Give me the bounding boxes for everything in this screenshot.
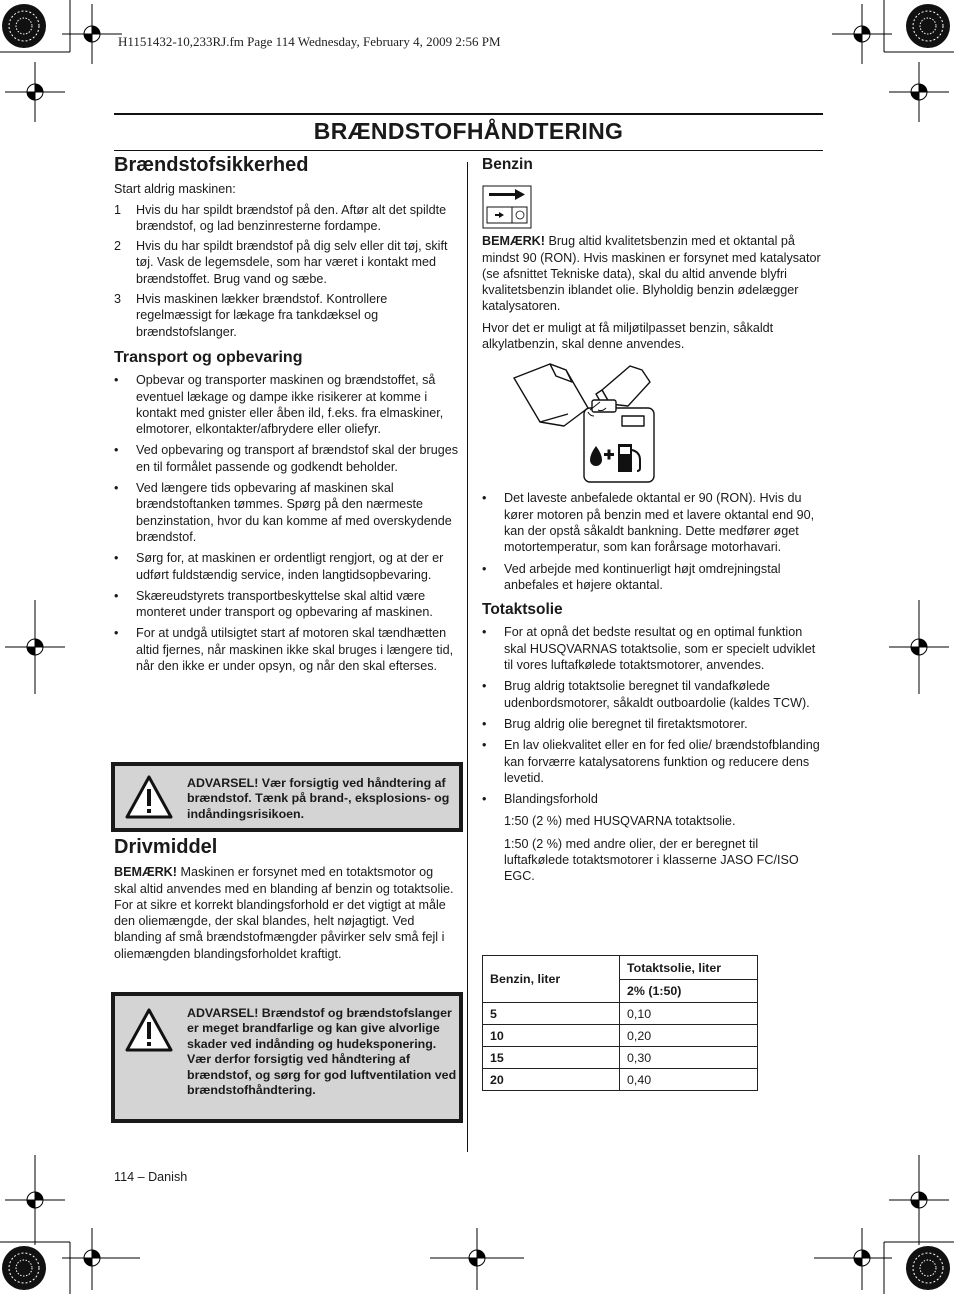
section-title-fuel-safety: Brændstofsikkerhed bbox=[114, 154, 309, 176]
table-row bbox=[483, 1025, 758, 1047]
list-item: • For at opnå det bedste resultat og en optimal funktion skal HUSQVARNAS totaktsolie, som er specielt udviklet til vores luftafkølede totaktsmotorer, anvendes. bbox=[482, 625, 816, 673]
section-title-benzin: Benzin bbox=[482, 156, 533, 173]
column-header-totaktsolie: Totaktsolie, liter bbox=[620, 956, 758, 980]
list-item bbox=[114, 238, 459, 287]
item-text: For at undgå utilsigtet start af motoren skal tændhætten altid fjernes, når maskinen ikke skal bruges i længere tid, når den ikke er under opsyn, og når den skal efterses. bbox=[136, 626, 454, 674]
numbered-list bbox=[114, 202, 459, 340]
column-divider bbox=[467, 162, 468, 1152]
table-header-row bbox=[483, 956, 758, 980]
note-label: BEMÆRK! bbox=[482, 234, 545, 249]
item-text: Ved længere tids opbevaring af maskinen skal brændstoftanken tømmes. Spørg på den nærmeste benzinstation, hvor du kan komme af med overskydende brændstof. bbox=[136, 481, 452, 544]
item-text: Brug aldrig olie beregnet til firetaktsmotorer. bbox=[504, 716, 748, 731]
list-item: • For at undgå utilsigtet start af motoren skal tændhætten altid fjernes, når maskinen ikke skal bruges i længere tid, når den ikke er under opsyn, og når den skal efterses. bbox=[114, 626, 454, 674]
list-item: • Sørg for, at maskinen er ordentligt rengjort, og at der er udført fuldstændig service, inden langtidsopbevaring. bbox=[114, 551, 444, 582]
ratio-other-oils: 1:50 (2 %) med andre olier, der er beregnet til luftafkølede totaktsmotorer i klasserne JASO FC/ISO EGC. bbox=[504, 836, 799, 884]
refer-manual-icon bbox=[482, 185, 532, 229]
cell-oil: 0,20 bbox=[620, 1025, 758, 1047]
table-row bbox=[483, 1003, 758, 1025]
item-text: Brug aldrig totaktsolie beregnet til vandafkølede udenbordsmotorer, såkaldt outboardolie (kaldes TCW). bbox=[504, 679, 810, 710]
page-footer: 114 – Danish bbox=[114, 1170, 188, 1184]
ratio-husqvarna: 1:50 (2 %) med HUSQVARNA totaktsolie. bbox=[504, 814, 736, 829]
cell-benzin: 20 bbox=[483, 1069, 620, 1091]
list-item: • Brug aldrig totaktsolie beregnet til vandafkølede udenbordsmotorer, såkaldt outboardolie (kaldes TCW). bbox=[482, 679, 810, 710]
cell-benzin: 15 bbox=[483, 1047, 620, 1069]
left-column bbox=[114, 154, 459, 674]
benzin-list bbox=[482, 490, 824, 593]
cell-benzin: 5 bbox=[483, 1003, 620, 1025]
title-rule-top bbox=[114, 113, 823, 115]
item-text: Hvis du har spildt brændstof på den. Aftør alt det spildte brændstof, og lad benzinresterne fordampe. bbox=[136, 202, 447, 233]
item-text: Ved arbejde med kontinuerligt højt omdrejningstal anbefales et højere oktantal. bbox=[504, 561, 781, 592]
title-rule-bottom bbox=[114, 150, 823, 151]
section-title-transport: Transport og opbevaring bbox=[114, 348, 303, 366]
right-column bbox=[482, 157, 824, 885]
cell-oil: 0,10 bbox=[620, 1003, 758, 1025]
print-header: H1151432-10,233RJ.fm Page 114 Wednesday, February 4, 2009 2:56 PM bbox=[118, 34, 501, 49]
transport-list bbox=[114, 372, 459, 674]
list-item: • Opbevar og transporter maskinen og brændstoffet, så eventuel lækage og dampe ikke risikerer at komme i kontakt med gnister eller åben ild, f.eks. fra elmaskiner, elmotorer, elkontakter/afbrydere eller oliefyr. bbox=[114, 373, 444, 437]
item-text: Blandingsforhold bbox=[504, 792, 598, 807]
warning-triangle-icon bbox=[124, 774, 174, 820]
list-item: • Ved længere tids opbevaring af maskinen skal brændstoftanken tømmes. Spørg på den nærmeste benzinstation, hvor du kan komme af med overskydende brændstof. bbox=[114, 481, 452, 544]
item-text: Ved opbevaring og transport af brændstof skal der bruges en til formålet passende og godkendt beholder. bbox=[136, 443, 459, 474]
column-subheader-ratio: 2% (1:50) bbox=[620, 980, 758, 1003]
item-text: For at opnå det bedste resultat og en optimal funktion skal HUSQVARNAS totaktsolie, som er specielt udviklet til vores luftafkølede totaktsmotorer, anvendes. bbox=[504, 625, 816, 673]
mixing-ratio-table bbox=[482, 955, 758, 1091]
drivmiddel-paragraph bbox=[114, 864, 459, 962]
section-title-totaktsolie: Totaktsolie bbox=[482, 601, 563, 619]
note-label: BEMÆRK! bbox=[114, 865, 177, 880]
benzin-paragraph: Hvor det er muligt at få miljøtilpasset benzin, såkaldt alkylatbenzin, skal denne anvendes. bbox=[482, 320, 774, 352]
warning-triangle-icon bbox=[124, 1007, 174, 1053]
list-item: • Blandingsforhold bbox=[482, 792, 598, 807]
list-item: • Brug aldrig olie beregnet til firetaktsmotorer. bbox=[482, 716, 748, 731]
benzin-note bbox=[482, 233, 824, 314]
left-column-drivmiddel bbox=[114, 836, 459, 962]
item-text: En lav oliekvalitet eller en for fed olie/ brændstofblanding kan forværre katalysatorens funktion og reducere dens levetid. bbox=[504, 738, 820, 785]
item-text: Opbevar og transporter maskinen og brændstoffet, så eventuel lækage og dampe ikke risikerer at komme i kontakt med gnister eller åben ild, f.eks. fra elmaskiner, elmotorer, elkontakter/afbrydere eller oliefyr. bbox=[136, 373, 444, 437]
item-number: 3 bbox=[114, 292, 122, 307]
table-row bbox=[483, 1069, 758, 1091]
fuel-mixing-illustration bbox=[510, 360, 660, 486]
cell-benzin: 10 bbox=[483, 1025, 620, 1047]
intro-text: Start aldrig maskinen: bbox=[114, 182, 236, 197]
cell-oil: 0,30 bbox=[620, 1047, 758, 1069]
column-header-benzin: Benzin, liter bbox=[483, 956, 620, 1003]
list-item: • Det laveste anbefalede oktantal er 90 (RON). Hvis du kører motoren på benzin med et lavere oktantal end 90, kan der opstå såkaldt bankning. Dette medfører øget motortemperatur, som kan forårsage motorhavari. bbox=[482, 491, 815, 555]
warning-text: ADVARSEL! Vær forsigtig ved håndtering af brændstof. Tænk på brand-, eksplosions- og indåndingsrisikoen. bbox=[187, 776, 450, 821]
totakt-list bbox=[482, 624, 824, 807]
section-title-drivmiddel: Drivmiddel bbox=[114, 836, 218, 858]
list-item: • Ved arbejde med kontinuerligt højt omdrejningstal anbefales et højere oktantal. bbox=[482, 561, 781, 592]
item-text: Hvis du har spildt brændstof på dig selv eller dit tøj, skift tøj. Vask de legemsdele, som har været i kontakt med brændstoffet. Brug vand og sæbe. bbox=[136, 239, 448, 286]
list-item: • Skæreudstyrets transportbeskyttelse skal altid være monteret under transport og opbevaring af maskinen. bbox=[114, 588, 433, 620]
page-title: BRÆNDSTOFHÅNDTERING bbox=[313, 118, 624, 144]
warning-text: ADVARSEL! Brændstof og brændstofslanger er meget brandfarlige og kan give alvorlige skader ved indånding og hudeksponering. Vær derfor forsigtig ved håndtering af brændstof, og sørg for god luftventilation ved brændstofhåndtering. bbox=[187, 1006, 457, 1098]
list-item bbox=[114, 202, 459, 235]
warning-box-fuel-handling bbox=[111, 762, 463, 832]
list-item bbox=[114, 291, 459, 340]
list-item: • En lav oliekvalitet eller en for fed olie/ brændstofblanding kan forværre katalysatorens funktion og reducere dens levetid. bbox=[482, 738, 820, 785]
item-number: 2 bbox=[114, 239, 122, 254]
item-text: Det laveste anbefalede oktantal er 90 (RON). Hvis du kører motoren på benzin med et lavere oktantal end 90, kan der opstå såkaldt bankning. Dette medfører øget motortemperatur, som kan forårsage motorhavari. bbox=[504, 491, 815, 555]
item-text: Hvis maskinen lækker brændstof. Kontrollere regelmæssigt for lækage fra tankdæksel og brændstofslanger. bbox=[136, 292, 388, 339]
item-number: 1 bbox=[114, 202, 122, 217]
warning-box-flammable bbox=[111, 992, 463, 1123]
item-text: Skæreudstyrets transportbeskyttelse skal altid være monteret under transport og opbevaring af maskinen. bbox=[136, 588, 433, 620]
note-text: Brug altid kvalitetsbenzin med et oktantal på mindst 90 (RON). Hvis maskinen er forsynet med katalysator (se afsnittet Tekniske data), skal du altid anvende blyfri kvalitetsbenzin iblandet olie. Blyholdig benzin ødelægger katalysatoren. bbox=[482, 234, 821, 314]
note-text: Maskinen er forsynet med en totaktsmotor og skal altid anvendes med en blanding af benzin og totaktsolie. For at sikre et korrekt blandingsforhold er det vigtigt at måle den oliemængde, der skal blandes, helt nøjagtigt. Ved blanding af små brændstofmængder påvirker selv små fejl i oliemængden blandingsforholdet kraftigt. bbox=[114, 865, 454, 961]
table-row bbox=[483, 1047, 758, 1069]
item-text: Sørg for, at maskinen er ordentligt rengjort, og at der er udført fuldstændig service, inden langtidsopbevaring. bbox=[136, 551, 444, 582]
list-item: • Ved opbevaring og transport af brændstof skal der bruges en til formålet passende og godkendt beholder. bbox=[114, 443, 459, 474]
cell-oil: 0,40 bbox=[620, 1069, 758, 1091]
